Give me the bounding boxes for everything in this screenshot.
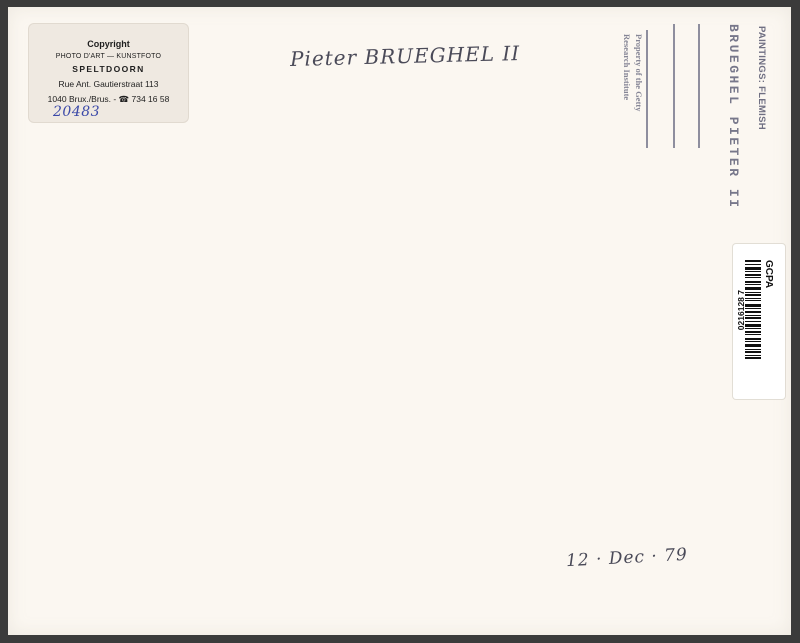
barcode-bars: [745, 260, 761, 382]
stamp-rule-2: [673, 24, 675, 148]
handwritten-photo-number: 20483: [53, 104, 101, 120]
photographer-label: [29, 24, 188, 122]
photo-art-line: PHOTO D'ART — KUNSTFOTO: [55, 53, 162, 60]
studio-name: SPELTDOORN: [72, 64, 145, 74]
barcode-collection-code: GCPA: [763, 260, 774, 289]
handwritten-artist-title: Pieter BRUEGHEL II: [289, 40, 521, 72]
stamp-rule-3: [698, 24, 700, 148]
stamp-rule-1: [646, 30, 648, 148]
barcode-label: [733, 244, 785, 399]
barcode-number: 0216128 7: [736, 290, 746, 331]
city-phone-line: 1040 Brux./Brus. - ☎ 734 16 58: [47, 94, 170, 104]
property-stamp: [621, 34, 645, 112]
handwritten-date: 12 · Dec · 79: [565, 544, 689, 572]
copyright-line: Copyright: [87, 39, 130, 49]
property-stamp-line1: Property of the Getty: [634, 34, 644, 112]
property-stamp-line2: Research Institute: [622, 34, 632, 101]
artist-stamp: BRUEGHEL PIETER II: [726, 24, 741, 210]
classification-stamp: PAINTINGS: FLEMISH: [756, 26, 767, 130]
address-line: Rue Ant. Gautierstraat 113: [58, 79, 159, 89]
